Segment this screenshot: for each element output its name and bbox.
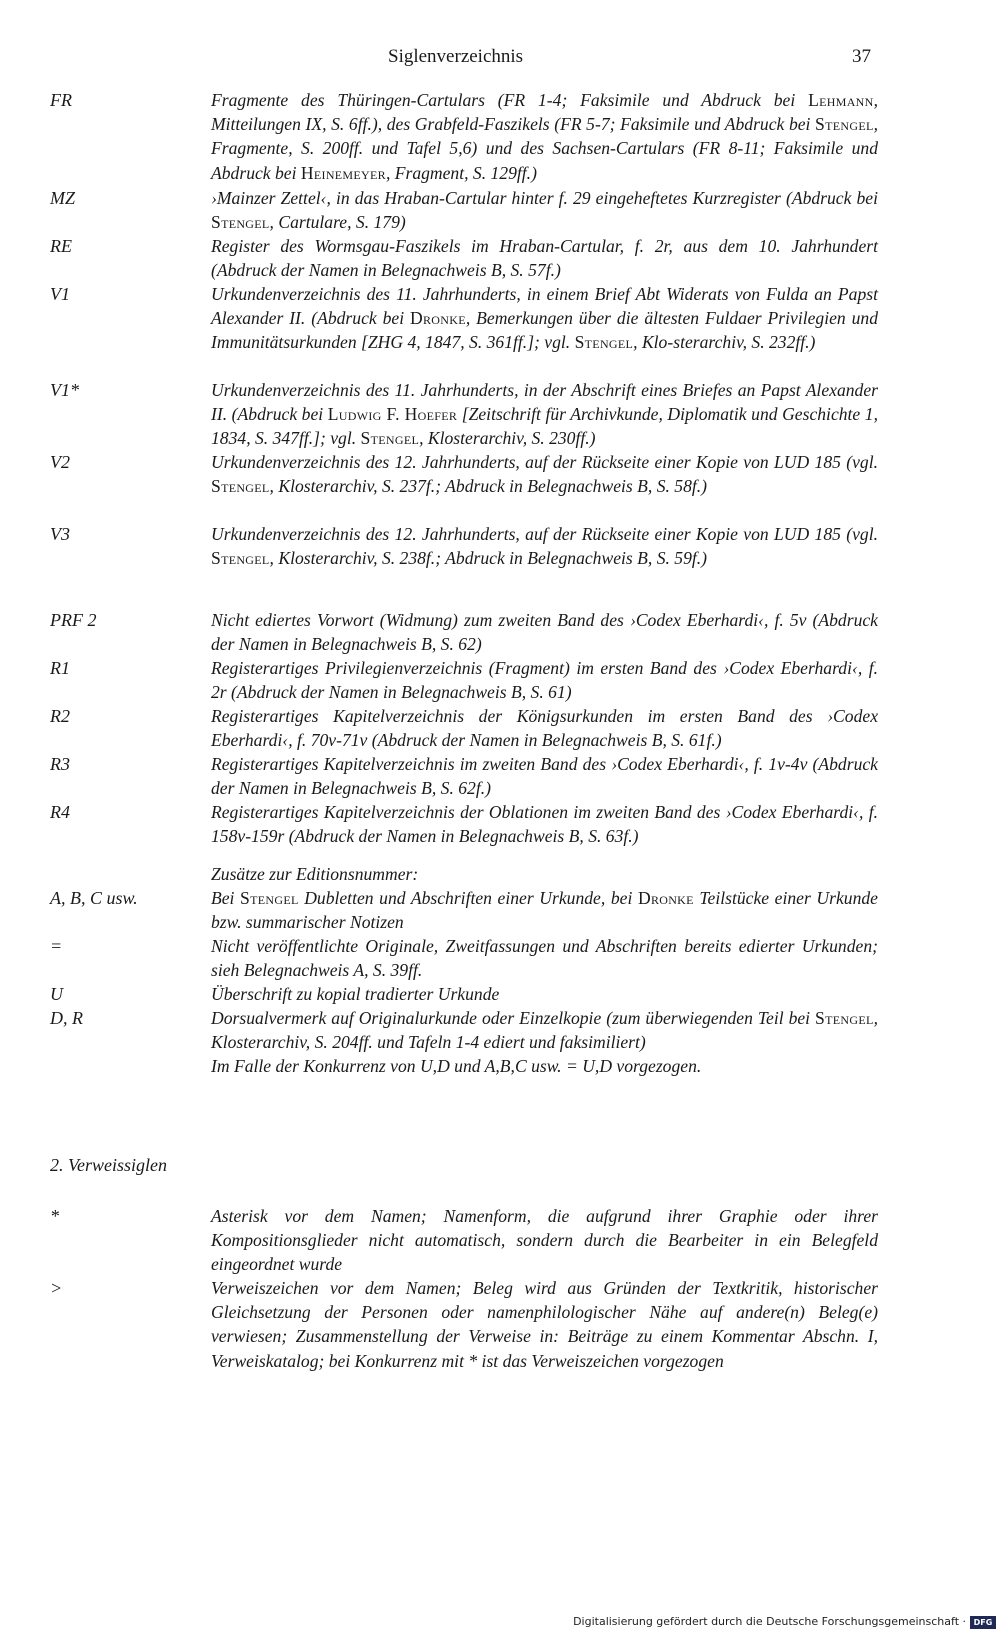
siglum: RE [50, 236, 72, 256]
description-text: , Klosterarchiv, S. 204ff. und Tafeln 1-4 ediert und faksimiliert) [211, 1008, 878, 1053]
siglum-description [211, 522, 878, 570]
description-text: Registerartiges Kapitelverzeichnis der Oblationen im zweiten Band des ›Codex Eberhardi‹, f. 158v-159r (Abdruck der Namen in Belegnachweis B, S. 63f.) [211, 802, 878, 847]
siglum-description [211, 282, 878, 355]
description-text: Verweiszeichen vor dem Namen; Beleg wird aus Gründen der Textkritik, historischer Gleichsetzung der Personen oder namenphilologischer Nähe auf andere(n) Beleg(e) verwiesen; Zusammenstellung der Verweise in: Beiträge zu einem Kommentar Abschn. I, Verweiskatalog; bei Konkurrenz mit * ist das Verweiszeichen vorgezogen [211, 1278, 878, 1371]
author-name: Stengel [240, 888, 299, 908]
description-text: , Fragmente, S. 200ff. und Tafel 5,6) und des Sachsen-Cartulars (FR 8-11; Faksimile und Abdruck bei [211, 114, 878, 183]
dfg-logo: DFG [970, 1616, 996, 1629]
author-name: Stengel [211, 212, 270, 233]
running-head-title: Siglenverzeichnis [388, 46, 524, 67]
siglum-description [211, 656, 878, 704]
description-text: Nicht ediertes Vorwort (Widmung) zum zweiten Band des ›Codex Eberhardi‹, f. 5v (Abdruck der Namen in Belegnachweis B, S. 62) [211, 610, 878, 655]
siglum-description [211, 1276, 878, 1373]
author-name: Ludwig F. Hoefer [327, 404, 458, 425]
description-text: , Cartulare, S. 179) [269, 212, 406, 233]
siglum: R1 [50, 658, 70, 678]
siglum-description [211, 88, 878, 185]
description-text: , Klosterarchiv, S. 230ff.) [419, 428, 596, 449]
description-text: , Klo-sterarchiv, S. 232ff.) [633, 332, 816, 353]
author-name: Dronke [637, 888, 694, 908]
description-text: Registerartiges Privilegienverzeichnis (Fragment) im ersten Band des ›Codex Eberhardi‹, f. 2r (Abdruck der Namen in Belegnachweis B, S. 61) [211, 658, 878, 703]
section-heading: 2. Verweissiglen [50, 1155, 167, 1175]
description-text: Registerartiges Kapitelverzeichnis der Königsurkunden im ersten Band des ›Codex Eberhardi‹, f. 70v-71v (Abdruck der Namen in Belegnachweis B, S. 61f.) [211, 706, 878, 751]
siglum: V2 [50, 452, 70, 472]
siglum-description [211, 234, 878, 282]
author-name: Lehmann [808, 90, 874, 110]
siglum-description [211, 886, 878, 934]
author-name: Stengel [815, 1008, 874, 1028]
description-text: Urkundenverzeichnis des 12. Jahrhunderts, auf der Rückseite einer Kopie von LUD 185 (vgl. [211, 452, 878, 472]
author-name: Stengel [211, 548, 270, 569]
siglum: PRF 2 [50, 610, 97, 630]
description-text: Register des Wormsgau-Faszikels im Hraban-Cartular, f. 2r, aus dem 10. Jahrhundert (Abdruck der Namen in Belegnachweis B, S. 57f.) [211, 236, 878, 281]
siglum-description [211, 186, 878, 234]
description-text: Fragmente des Thüringen-Cartulars (FR 1-4; Faksimile und Abdruck bei [211, 90, 809, 110]
siglum: = [50, 936, 63, 956]
description-text: Nicht veröffentlichte Originale, Zweitfassungen und Abschriften bereits edierter Urkunden; sieh Belegnachweis A, S. 39ff. [211, 936, 878, 981]
siglum-description [211, 378, 878, 451]
description-text: Registerartiges Kapitelverzeichnis im zweiten Band des ›Codex Eberhardi‹, f. 1v-4v (Abdruck der Namen in Belegnachweis B, S. 62f.) [211, 754, 878, 799]
description-text: Überschrift zu kopial tradierter Urkunde [211, 984, 500, 1004]
siglum-description [211, 608, 878, 656]
siglum-description [211, 1054, 878, 1078]
siglum: FR [50, 90, 72, 110]
siglum: V3 [50, 524, 70, 544]
author-name: Stengel [360, 428, 420, 449]
description-text: , Klosterarchiv, S. 237f.; Abdruck in Belegnachweis B, S. 58f.) [269, 476, 708, 497]
siglum-description [211, 1006, 878, 1054]
addenda-heading: Zusätze zur Editionsnummer: [211, 864, 419, 884]
description-text: Urkundenverzeichnis des 11. Jahrhunderts, in einem Brief Abt Widerats von Fulda an Papst Alexander II. (Abdruck bei [211, 284, 878, 329]
siglum: MZ [50, 188, 76, 208]
author-name: Heinemeyer [300, 162, 386, 183]
description-text: Urkundenverzeichnis des 12. Jahrhunderts, auf der Rückseite einer Kopie von LUD 185 (vgl. [211, 524, 878, 544]
footer [0, 1614, 1000, 1632]
description-text: Im Falle der Konkurrenz von U,D und A,B,C usw. = U,D vorgezogen. [211, 1056, 702, 1076]
description-text: , Mitteilungen IX, S. 6ff.), des Grabfeld-Faszikels (FR 5-7; Faksimile und Abdruck bei [211, 90, 878, 135]
siglum: D, R [50, 1008, 83, 1028]
description-text: Dorsualvermerk auf Originalurkunde oder Einzelkopie (zum überwiegenden Teil bei [211, 1008, 816, 1028]
siglum: > [50, 1278, 63, 1298]
siglum: V1 [50, 284, 70, 304]
running-head [0, 42, 1000, 68]
siglum-description [211, 800, 878, 848]
siglum: A, B, C usw. [50, 888, 138, 908]
description-text: , Fragment, S. 129ff.) [385, 162, 537, 183]
author-name: Stengel [211, 476, 270, 497]
description-text: , Klosterarchiv, S. 238f.; Abdruck in Belegnachweis B, S. 59f.) [269, 548, 708, 569]
description-text: , Bemerkungen über die ältesten Fuldaer Privilegien und Immunitätsurkunden [ZHG 4, 1847, S. 361ff.]; vgl. [211, 308, 878, 353]
author-name: Stengel [815, 114, 874, 135]
description-text: Bei [211, 888, 241, 908]
siglum-description [211, 982, 878, 1006]
siglum: V1* [50, 380, 79, 400]
page-number: 37 [852, 46, 871, 67]
siglum: R3 [50, 754, 70, 774]
siglum: * [50, 1206, 59, 1226]
siglum-description [211, 704, 878, 752]
author-name: Stengel [574, 332, 634, 353]
description-text: ›Mainzer Zettel‹, in das Hraban-Cartular hinter f. 29 eingeheftetes Kurzregister (Abdruck bei [211, 188, 878, 208]
siglum: U [50, 984, 63, 1004]
description-text: [Zeitschrift für Archivkunde, Diplomatik und Geschichte 1, 1834, S. 347ff.]; vgl. [211, 404, 878, 449]
siglum-description [211, 450, 878, 498]
siglum-description [211, 934, 878, 982]
author-name: Dronke [410, 308, 466, 329]
siglum-description [211, 1204, 878, 1277]
siglum: R4 [50, 802, 70, 822]
description-text: Asterisk vor dem Namen; Namenform, die aufgrund ihrer Graphie oder ihrer Kompositionsglieder nicht automatisch, sondern durch die Bearbeiter in ein Belegfeld eingeordnet wurde [211, 1206, 878, 1275]
description-text: Teilstücke einer Urkunde bzw. summarischer Notizen [211, 888, 878, 933]
description-text: Dubletten und Abschriften einer Urkunde, bei [298, 888, 638, 908]
siglum: R2 [50, 706, 70, 726]
footer-credit: Digitalisierung gefördert durch die Deutsche Forschungsgemeinschaft · [573, 1615, 966, 1628]
siglum-description [211, 752, 878, 800]
description-text: Urkundenverzeichnis des 11. Jahrhunderts, in der Abschrift eines Briefes an Papst Alexander II. (Abdruck bei [211, 380, 878, 425]
